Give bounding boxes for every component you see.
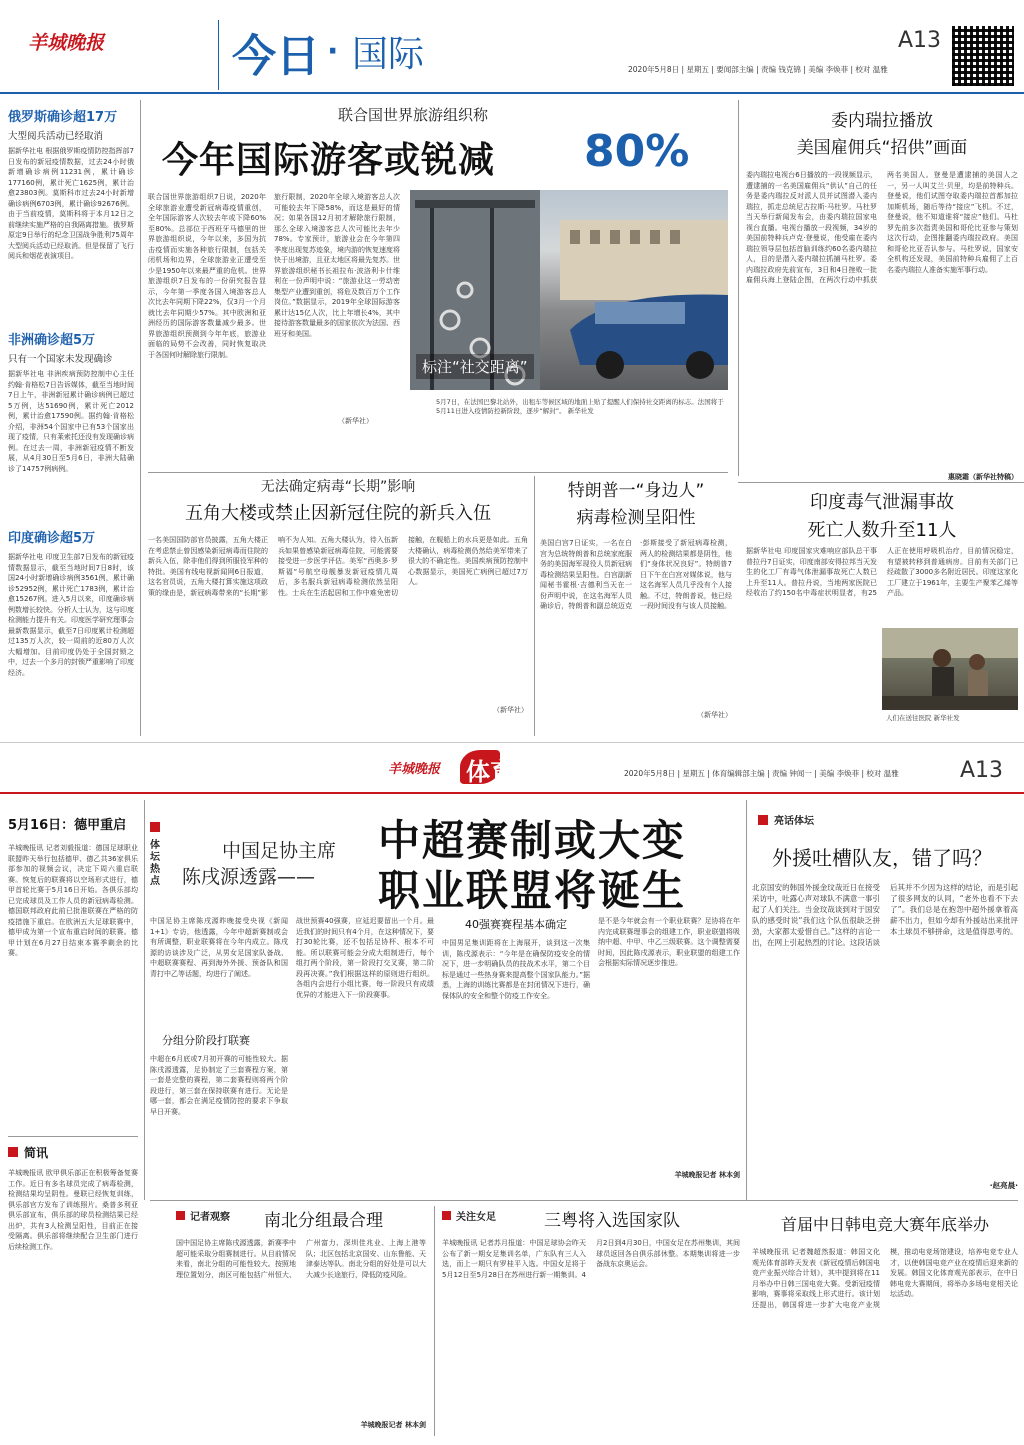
brief-box [8,1144,138,1434]
tourism-kicker: 联合国世界旅游组织称 [338,106,489,124]
venezuela-body: 委内瑞拉电视台6日播放的一段视频显示，遭逮捕的一名美国雇佣兵“供认”自己的任务是委内瑞拉反对派人员并试图潜入委内瑞拉，抓走总统尼古拉斯·马杜罗。马杜罗当天举行新闻发布会，由委内瑞拉国家电视台直播。电视台播放一段视频，34岁的美国前特种兵卢克·登曼说，他受雇在委内瑞拉领导层包括首脑训练约60名委内瑞拉人，目的是潜入委内瑞拉抓捕马杜罗。委内瑞拉政府先前宣布，3日和4日挫败一批雇佣兵海上登陆企图，在两次行动中抓获两名美国人。登曼是遭逮捕的美国人之一，另一人叫艾兰·贝里，均是前特种兵。登曼说，他们试图夺取委内瑞拉首都加拉加斯机场，随后等待“接应”飞机。不过，登曼说，他不知道谁将“接应”他们。马杜罗先前多次指责美国和哥伦比亚参与策划这次行动，企图推翻委内瑞拉政府。美国和哥伦比亚否认参与。马杜罗说，国家安全机构还发现，美国前特种兵雇佣了上百名委内瑞拉人准备实施军事行动。 [746,171,1018,284]
tourism-headline: 今年国际游客或锐减 [162,140,496,181]
brief-box-marker-icon [8,1147,18,1157]
trump-body: 美国白宫7日证实，一名在白宫为总统特朗普和总统家庭服务的美国海军现役人员新冠病毒检测结果呈阳性。白宫副新闻秘书霍根·吉德利当天在一份声明中说，在这名海军人员确诊后，特朗普和副总统迈克·彭斯接受了新冠病毒检测，两人的检测结果都是阴性，他们“身体状况良好”。特朗普7日下午在白宫对媒体说，他与这名海军人员几乎没有个人接触。不过，特朗普说，他已经一段时间没有与该人员接触。 [540,539,732,610]
foreign-body: 北京国安的韩国外援金玟哉近日在接受采访中，吐露心声对球队不满意一事引起了人们关注。当金玟哉谈到对于国安队的感受时说“我们这个队伍很缺乏拼劲，大家都太爱惜自己。”这样的言论一出，在网上引起热烈的讨论。这段话谈后其并不少因为这样的结论，而是引起了很多网友的认同，“老外也看不下去了”。我们总是在抱怨中超外援拿着高薪不出力，但如今却有外援站出来批评本土球员不够拼命，这是值得思考的。 [752,883,1018,947]
tourism-credit: （新华社） [338,417,373,425]
brief-body-russia: 据新华社电 根据俄罗斯疫情防控指挥部7日发布的新冠疫情数据，过去24小时俄新增确诊病例11231例，累计确诊177160例，累计死亡1625例，累计治愈23803例。莫斯科市过去24小时新增确诊病例6703例，累计确诊92676例。由于当前疫情，莫斯科将于本月12日之前继续实施严格的自我隔离措施。俄罗斯原定9日举行的纪念卫国战争胜利75周年大型阅兵活动已经取消。但是保留了飞行阅兵和烟花表演项目。 [8,147,134,260]
venezuela-title1: 委内瑞拉播放 [831,111,933,131]
north-south-credit: 羊城晚报记者 林本剑 [360,1421,426,1429]
csl-col1: 中国足协主席陈戌源昨晚接受央视《新闻1+1》专访，他透露，今年中超新赛制或会有所调整，职业联赛将在今年内成立。陈戌源的访谈涉及广泛，从男女足国家队备战、中超联赛赛程、再到海外外援、预备队和国青打中乙等话题，均进行了阐述。 [150,917,288,978]
india-gas-title1: 印度毒气泄漏事故 [810,492,954,513]
tourism-percent: 80% [584,126,690,177]
brief-box-title: 简讯 [24,1146,49,1160]
csl-headline2: 职业联盟将诞生 [378,866,687,915]
foreign-tag-marker-icon [758,815,768,825]
women-tag: 关注女足 [456,1212,496,1223]
esports-story [752,1212,1018,1438]
trump-title2: 病毒检测呈阳性 [576,508,696,528]
brief-sub-africa: 只有一个国家未发现确诊 [8,354,113,365]
bundesliga-body: 羊城晚报讯 记者刘毅报道：德国足球职业联盟昨天举行包括德甲、德乙共36家俱乐部参加的视频会议，决定下周六重启联赛。恢复后的联赛将以空场形式进行，德甲首轮比赛于5月16日开始。各俱乐部均已完成球员及工作人员的新冠病毒检测。德国联邦政府此前已批准联赛在严格的防疫措施下重启。在欧洲五大足球联赛中，德甲成为第一个宣布重启时间的联赛。德甲计划在6月27日结束本赛季剩余的比赛。 [8,844,138,957]
sports-masthead [0,746,1024,792]
qr-code-icon [952,26,1014,86]
bundesliga-story [8,814,138,1154]
csl-sub1: 分组分阶段打联赛 [162,1034,250,1047]
csl-headline1: 中超赛制或大变 [378,816,687,865]
csl-col4: 是不是今年就会有一个职业联赛？足协将在年内完成联赛理事会的组建工作，职业联盟将吸纳中超、中甲、中乙三级联赛。这个调整需要时间，因此陈戌源表示，职业联盟的组建工作会根据实际情况逐步推进。 [598,917,740,967]
photo-label: 标注“社交距离” [416,354,534,379]
india-gas-body-continued [746,628,874,728]
pentagon-story [148,476,528,736]
sports-brand-logo: 羊城晚报 [388,762,441,777]
venezuela-credit: 惠晓霜（新华社特稿） [948,473,1018,481]
tourism-photo-caption: 5月7日，在法国巴黎北站外，出租车等候区域的地面上贴了提醒人们保持社交距离的标志。法国将于5月11日进入疫情防控新阶段，逐步“解封”。 新华社发 [436,398,724,415]
north-south-body: 国中国足协主席陈戌源透露，新赛季中超可能采取分组赛制进行。从目前情况来看，南北分组的可能性较大。按照地理位置划分，南区可能包括广州恒大、广州富力、深圳佳兆业、上海上港等队；北区包括北京国安、山东鲁能、天津泰达等队。南北分组的好处是可以大大减少长途旅行，降低防疫风险。 [176,1239,426,1279]
csl-credit: 羊城晚报记者 林本剑 [674,1171,740,1179]
venezuela-title2: 美国雇佣兵“招供”画面 [796,138,968,158]
india-gas-photo [882,628,1018,710]
north-south-tag: 记者观察 [190,1212,230,1223]
north-south-tag-marker-icon [176,1211,185,1220]
bundesliga-title: 5月16日：德甲重启 [8,818,127,833]
tourism-photo [410,190,728,390]
women-body: 羊城晚报讯 记者苏月报道：中国足球协会昨天公布了新一期女足集训名单，广东队有三人入选，而上一期只有罗桂平入选。中国女足将于5月12日至5月28日在苏州进行新一期集训。4月2日到4月30日，中国女足在苏州集训，其间球员返回各自俱乐部休整。本期集训将进一步备战东京奥运会。 [442,1239,740,1279]
csl-side-tag: 体坛热点 [150,840,160,887]
csl-sub2: 40强赛赛程基本确定 [465,918,567,931]
csl-col2: 战世预赛40强赛，应延迟要留出一个月。最近我们的时间只有4个月，在这种情况下，要打30轮比赛，还不包括足协杯、根本不可能。所以联赛可能会分成大组制进行，每个组打两个阶段，第一阶段打交叉赛，第二阶段再决赛。”我们根据这样的原则进行组织。各组内会进行小组比赛，每一阶段只有成绩优异的才能进入下一阶段赛事。 [296,917,434,999]
pentagon-credit: （新华社） [493,706,528,714]
trump-story [540,476,732,736]
section-big: 今日 [232,31,320,82]
foreign-headline: 外援吐槽队友，错了吗？ [772,846,992,870]
csl-col3: 中国男足集训距将在上海展开，谈到这一次集训，陈戌源表示：“今年是在确保防疫安全的情况下，进一步明确队员的技战术水平，第二个目标是通过一些热身赛来提高整个国家队能力。”据悉，上海的训练比赛都是在封闭情况下进行，确保体队的安全和整个防疫工作安全。 [442,939,590,1000]
trump-title1: 特朗普一“身边人” [567,481,705,501]
north-south-headline: 南北分组最合理 [264,1211,383,1231]
venezuela-story [746,106,1018,481]
csl-columns [150,916,740,1188]
brief-title-africa: 非洲确诊超5万 [8,333,96,348]
brief-body-india: 据新华社电 印度卫生部7日发布的新冠疫情数据显示，截至当地时间7日8时，该国24小时新增确诊病例3561例，累计确诊52952例，累计死亡1783例，累计治愈15267例。进入5月以来，印度确诊病例数增长较快。分析人士认为，这与印度检测能力提升有关。印度医学研究理事会最新数据显示，截至7日印度累计检测超过135万人次，较一周前的近80万人次大幅增加。目前印度仍处于全国封锁之中，过去一个多月的封锁严重影响了印度经济。 [8,553,134,677]
brief-body-africa: 据新华社电 非洲疾病预防控制中心主任约翰·肯格松7日告诉媒体，截至当地时间7日上午，非洲新冠累计确诊病例已超过5万例，达51690例，累计死亡2012例，累计治愈17590例。据约翰·肯格松介绍，非洲54个国家中已有53个国家出现了疫情，只有莱索托还没有发现确诊病例。在过去一周，非洲新冠疫情不断发展，从4月30日至5月6日，非洲大陆确诊了14757例病例。 [8,370,134,473]
brief-box-body: 羊城晚报讯 欧甲俱乐部正在积极筹备复赛工作。近日有多名球员完成了病毒检测，检测结果均呈阴性。曼联已经恢复训练，俱乐部官方发布了训练照片。桑普多利亚俱乐部宣布，俱乐部的球员检测结果已经出炉，共有3人检测呈阳性，目前正在接受隔离。俱乐部将继续配合卫生部门进行后续检测工作。 [8,1169,138,1251]
brief-title-russia: 俄罗斯确诊超17万 [8,110,118,125]
pentagon-body: 一名美国国防部官员披露，五角大楼正在考虑禁止曾因感染新冠病毒而住院的新兵入伍，除非他们得到所服役军种的特批。美国有线电视新闻网6日报道，这名官员说，五角大楼打算实施这项政策的缘由是，新冠病毒带来的“长期”影响不为人知。五角大楼认为，待入伍新兵如果曾感染新冠病毒住院，可能需要接受进一步医学评估。美军“西奥多·罗斯福”号航空母舰暴发新冠疫情几周后，多名服兵新冠病毒检测依然呈阳性。士兵在生活起居和工作中难免密切接触，在舰船上的水兵更是如此。五角大楼确认，病毒检测仍然给美军带来了很大的不确定性。美国疾病预防控制中心数据显示，美国死亡病例已超过7万人。 [148,536,528,597]
csl-kicker2: 陈戌源透露—— [182,866,316,888]
sports-section-name: 体育 [466,758,514,786]
section-dot: · [327,34,339,69]
people-illustration [882,628,1018,710]
esports-body: 羊城晚报讯 记者魏超然报道：韩国文化观光体育部昨天发表《新冠疫情后韩国电竞产业振兴综合计划》，其中提到将在11月举办中日韩三国电竞大赛。受新冠疫情影响，赛事将采取线上形式进行。该计划还提出，韩国将进一步扩大电竞产业规模，推动电竞场馆建设，培养电竞专业人才，以使韩国电竞产业在疫情后迎来新的发展。韩国文化体育观光部表示，在中日韩电竞大赛期间，将举办多场电竞相关论坛活动。 [752,1248,1018,1309]
trump-credit: （新华社） [697,711,732,719]
sports-page-meta: 2020年5月8日 | 星期五 | 体育编辑部主编 | 责编 钟闻一 | 美编 李焕菲 | 校对 温雅 [624,769,899,778]
brief-title-india: 印度确诊超5万 [8,531,96,546]
csl-col1b: 中超在6月底或7月初开赛的可能性较大。据陈戌源透露，足协制定了三套赛程方案，第一套是完整的赛程，第二套赛程则将两个阶段进行，第三套在保持联赛有进行。无论是哪一套，都会在满足疫情防控的要求下争取早日开赛。 [150,1055,288,1116]
pentagon-headline: 五角大楼或禁止因新冠住院的新兵入伍 [185,503,491,524]
section-name: 国际 [352,34,425,75]
tourism-body-col1: 联合国世界旅游组织7日说，2020年全球旅游业遭受新冠病毒疫情重创，全年国际游客人次较去年或下降60%至80%。总部位于西班牙马德里的世界旅游组织说，今年以来，多国为抗击疫情而实施各种旅行限制，包括关闭机场和边界，全球旅游业正遭受至少是1950年以来最严重的危机。世界旅游组织7日发布的一份研究报告显示，今年第一季度各国入境游客总人次比去年同期下降22%，仅3月一个月就比去年同期少57%。其中欧洲和亚洲经历的国际游客数量减少最多。世界旅游组织预测到今年年底，旅游业面临的局势不会改善，同时恢复取决于各国何时解除旅行限制。 [148,193,266,359]
women-headline: 三粤将入选国家队 [544,1211,680,1231]
tourism-body-col2: 旅行限制，2020年全球入境游客总人次可能较去年下降58%，而这是最好的情况；如果各国12月初才解除旅行限制，那么全球入境游客总人次可能比去年少78%。专家预计，旅游业会在今年第四季度出现复苏迹象，境内游的恢复速度将快于出境游，且亚太地区将最先复苏。世界旅游组织秘书长祖拉布·波洛利卡什维利在一份声明中说：“旅游业这一劳动密集型产业遭到重创，将危及数百万个工作岗位。”数据显示，2019年全球国际游客累计达15亿人次，比上年增长4%，其中接待游客数量最多的国家依次为法国、西班牙和美国。 [274,193,400,338]
masthead [0,0,1024,92]
csl-side-tag-marker-icon [150,822,160,832]
page-number: A13 [898,28,942,53]
women-tag-marker-icon [442,1211,451,1220]
foreign-tag: 亮话体坛 [774,816,814,827]
foreign-credit: ·赵亮晨· [989,1181,1018,1190]
north-south-story [176,1206,426,1436]
csl-kicker1: 中国足协主席 [222,840,337,862]
india-gas-photo-caption: 人们在送往医院 新华社发 [886,714,960,722]
sports-page-number: A13 [960,758,1004,783]
tourism-story [148,104,728,464]
india-gas-body: 据新华社电 印度国家灾难响应部队总干事普拉丹7日证实，印度南部安得拉邦当天发生的化工厂有毒气体泄漏事故死亡人数已上升至11人。普拉丹说，当地两家医院已经收治了约150名中毒症状明显者，有25人正在使用呼吸机治疗，目前情况稳定，有望被转移到普通病房。目前有关部门已经疏散了3000多名附近居民。印度这家化工厂建立于1961年，主要生产聚苯乙烯等产品。 [746,547,1018,597]
india-gas-title2: 死亡人数升至11人 [807,520,957,541]
india-gas-story [746,488,1018,738]
left-briefs-column [8,106,134,736]
page-meta: 2020年5月8日 | 星期五 | 要闻部主编 | 责编 钱克锦 | 美编 李焕菲 | 校对 温雅 [628,65,888,74]
brief-sub-russia: 大型阅兵活动已经取消 [8,131,104,142]
brand-logo: 羊城晚报 [28,32,105,54]
women-story [442,1206,740,1436]
pentagon-kicker: 无法确定病毒“长期”影响 [260,479,416,495]
foreign-story [752,812,1018,1192]
esports-headline: 首届中日韩电竞大赛年底举办 [780,1215,989,1234]
